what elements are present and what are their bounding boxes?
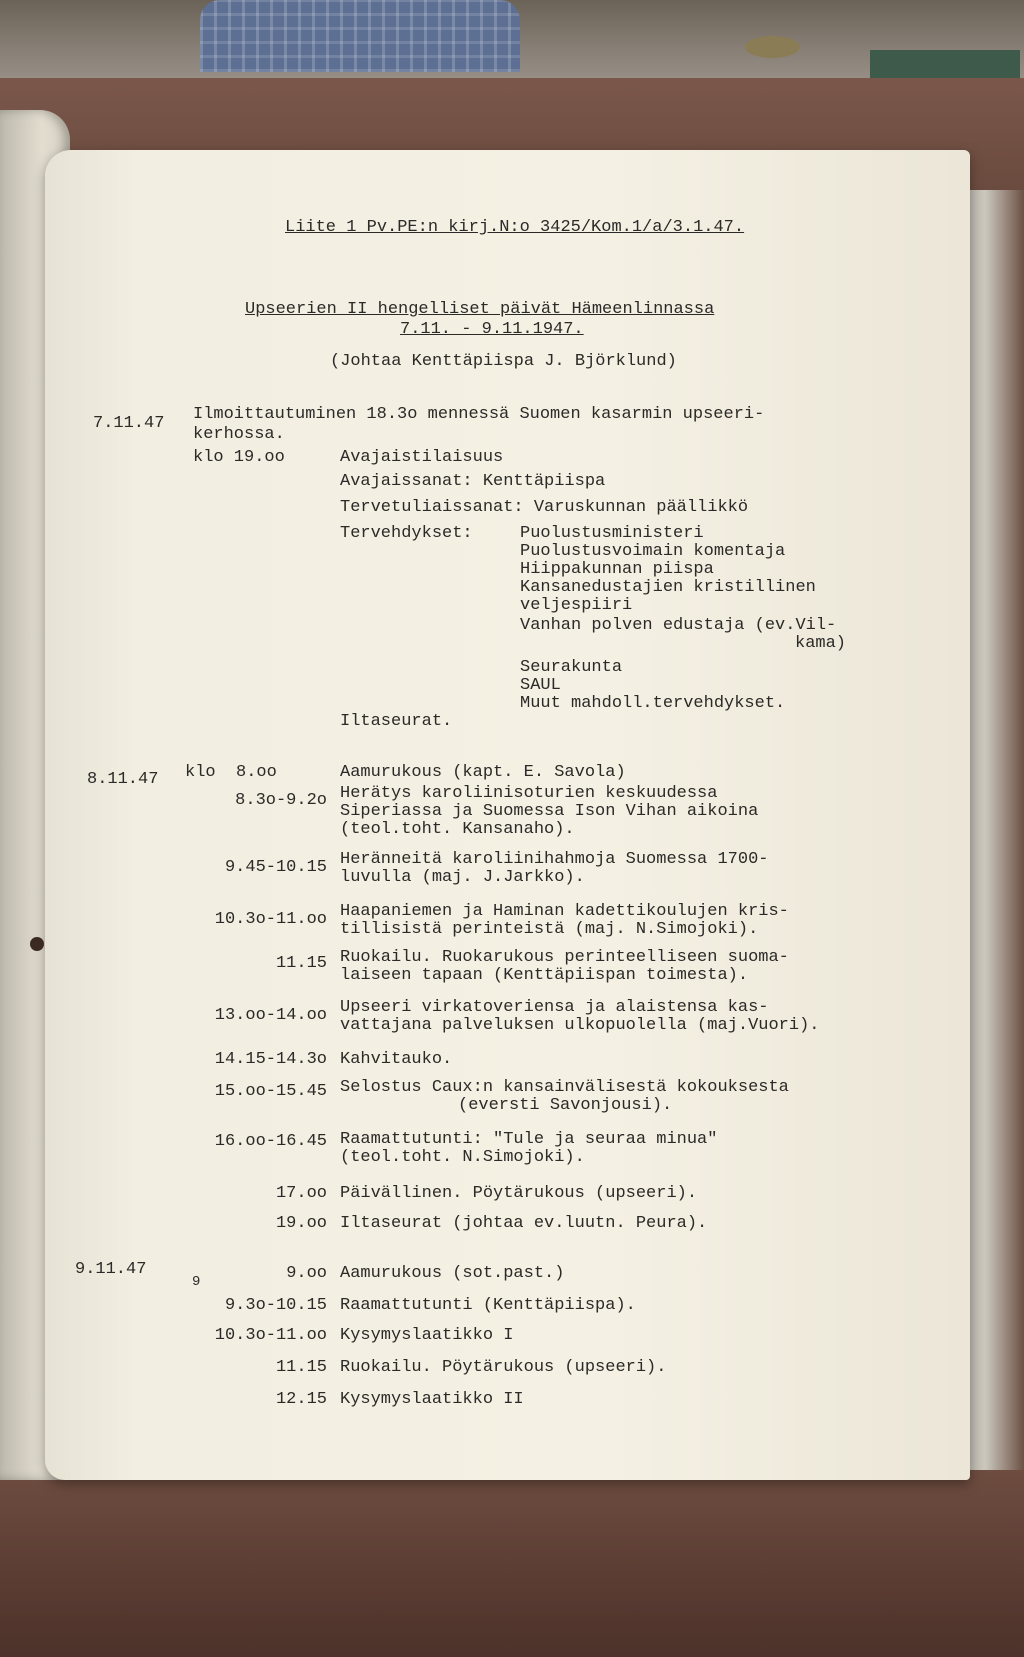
greeting-item: Kansanedustajien kristillinen bbox=[520, 578, 816, 597]
schedule-time: 15.oo-15.45 bbox=[214, 1082, 327, 1101]
document-page bbox=[45, 150, 970, 1480]
schedule-text: Selostus Caux:n kansainvälisestä kokouksesta bbox=[340, 1078, 789, 1097]
greeting-item: Muut mahdoll.tervehdykset. bbox=[520, 694, 786, 713]
schedule-text: Heränneitä karoliinihahmoja Suomessa 1700- bbox=[340, 850, 769, 869]
schedule-time: 8.3o-9.2o bbox=[235, 791, 327, 810]
schedule-text: Päivällinen. Pöytärukous (upseeri). bbox=[340, 1184, 698, 1203]
day1-opening: Avajaistilaisuus bbox=[340, 448, 504, 467]
day3-date: 9.11.47 bbox=[75, 1260, 147, 1279]
greeting-item: Puolustusministeri bbox=[520, 524, 704, 543]
day1-evening: Iltaseurat. bbox=[340, 712, 453, 731]
schedule-time: 14.15-14.3o bbox=[214, 1050, 327, 1069]
greeting-item: kama) bbox=[795, 634, 847, 653]
chair bbox=[870, 50, 1020, 80]
greeting-item: SAUL bbox=[520, 676, 561, 695]
schedule-text: Aamurukous (sot.past.) bbox=[340, 1264, 565, 1283]
schedule-time: 9.3o-10.15 bbox=[224, 1296, 327, 1315]
schedule-text: Kahvitauko. bbox=[340, 1050, 453, 1069]
day1-welcome-words: Tervetuliaissanat: Varuskunnan päällikkö bbox=[340, 498, 749, 517]
schedule-text: Kysymyslaatikko II bbox=[340, 1390, 524, 1409]
greeting-item: Vanhan polven edustaja (ev.Vil- bbox=[520, 616, 837, 635]
document-title: Upseerien II hengelliset päivät Hämeenlinnassa bbox=[245, 300, 715, 319]
person-in-background bbox=[200, 0, 520, 72]
schedule-text: luvulla (maj. J.Jarkko). bbox=[340, 868, 585, 887]
schedule-text: Siperiassa ja Suomessa Ison Vihan aikoina bbox=[340, 802, 759, 821]
schedule-text: Herätys karoliinisoturien keskuudessa bbox=[340, 784, 718, 803]
schedule-text: Ruokailu. Ruokarukous perinteelliseen suoma- bbox=[340, 948, 789, 967]
schedule-text: Upseeri virkatoveriensa ja alaistensa kas- bbox=[340, 998, 769, 1017]
schedule-time: 10.3o-11.oo bbox=[214, 1326, 327, 1345]
schedule-text: Iltaseurat (johtaa ev.luutn. Peura). bbox=[340, 1214, 708, 1233]
schedule-text: Ruokailu. Pöytärukous (upseeri). bbox=[340, 1358, 667, 1377]
binder-hole bbox=[30, 937, 44, 951]
schedule-text: vattajana palveluksen ulkopuolella (maj.Vuori). bbox=[340, 1016, 820, 1035]
schedule-text: Haapaniemen ja Haminan kadettikoulujen kris- bbox=[340, 902, 789, 921]
reference-line: Liite 1 Pv.PE:n kirj.N:o 3425/Kom.1/a/3.1.47. bbox=[285, 218, 745, 237]
schedule-text: (eversti Savonjousi). bbox=[458, 1096, 673, 1115]
schedule-text: laiseen tapaan (Kenttäpiispan toimesta). bbox=[340, 966, 749, 985]
schedule-time: 9.45-10.15 bbox=[224, 858, 327, 877]
day1-time: klo 19.oo bbox=[193, 448, 285, 467]
schedule-time: 10.3o-11.oo bbox=[214, 910, 327, 929]
leader-line: (Johtaa Kenttäpiispa J. Björklund) bbox=[330, 352, 677, 371]
schedule-time: 12.15 bbox=[275, 1390, 327, 1409]
schedule-time: 11.15 bbox=[275, 954, 327, 973]
document-date-range: 7.11. - 9.11.1947. bbox=[400, 320, 584, 339]
day1-arrival-line1: Ilmoittautuminen 18.3o mennessä Suomen kasarmin upseeri- bbox=[193, 405, 765, 424]
schedule-text: (teol.toht. N.Simojoki). bbox=[340, 1148, 585, 1167]
day1-opening-words: Avajaissanat: Kenttäpiispa bbox=[340, 472, 606, 491]
schedule-text: Raamattutunti (Kenttäpiispa). bbox=[340, 1296, 636, 1315]
greeting-item: veljespiiri bbox=[520, 596, 633, 615]
schedule-time: 16.oo-16.45 bbox=[214, 1132, 327, 1151]
schedule-text: (teol.toht. Kansanaho). bbox=[340, 820, 575, 839]
day1-arrival-line2: kerhossa. bbox=[193, 425, 285, 444]
schedule-text: tillisistä perinteistä (maj. N.Simojoki). bbox=[340, 920, 759, 939]
schedule-time: 17.oo bbox=[275, 1184, 327, 1203]
greeting-item: Hiippakunnan piispa bbox=[520, 560, 714, 579]
day2-date: 8.11.47 bbox=[87, 770, 159, 789]
schedule-text: Kysymyslaatikko I bbox=[340, 1326, 514, 1345]
handwritten-correction-mark: 9 bbox=[192, 1274, 201, 1290]
schedule-time: 11.15 bbox=[275, 1358, 327, 1377]
day1-greetings-label: Tervehdykset: bbox=[340, 524, 473, 543]
desk-surface-bottom bbox=[0, 1470, 1024, 1657]
greeting-item: Puolustusvoimain komentaja bbox=[520, 542, 786, 561]
schedule-time: 9.oo bbox=[286, 1264, 327, 1283]
schedule-text: Aamurukous (kapt. E. Savola) bbox=[340, 763, 626, 782]
schedule-time: 19.oo bbox=[275, 1214, 327, 1233]
schedule-time: 13.oo-14.oo bbox=[214, 1006, 327, 1025]
day1-date: 7.11.47 bbox=[93, 414, 165, 433]
greeting-item: Seurakunta bbox=[520, 658, 623, 677]
desk-lamp bbox=[745, 36, 800, 58]
schedule-time: klo 8.oo bbox=[185, 763, 277, 782]
schedule-text: Raamattutunti: "Tule ja seuraa minua" bbox=[340, 1130, 718, 1149]
